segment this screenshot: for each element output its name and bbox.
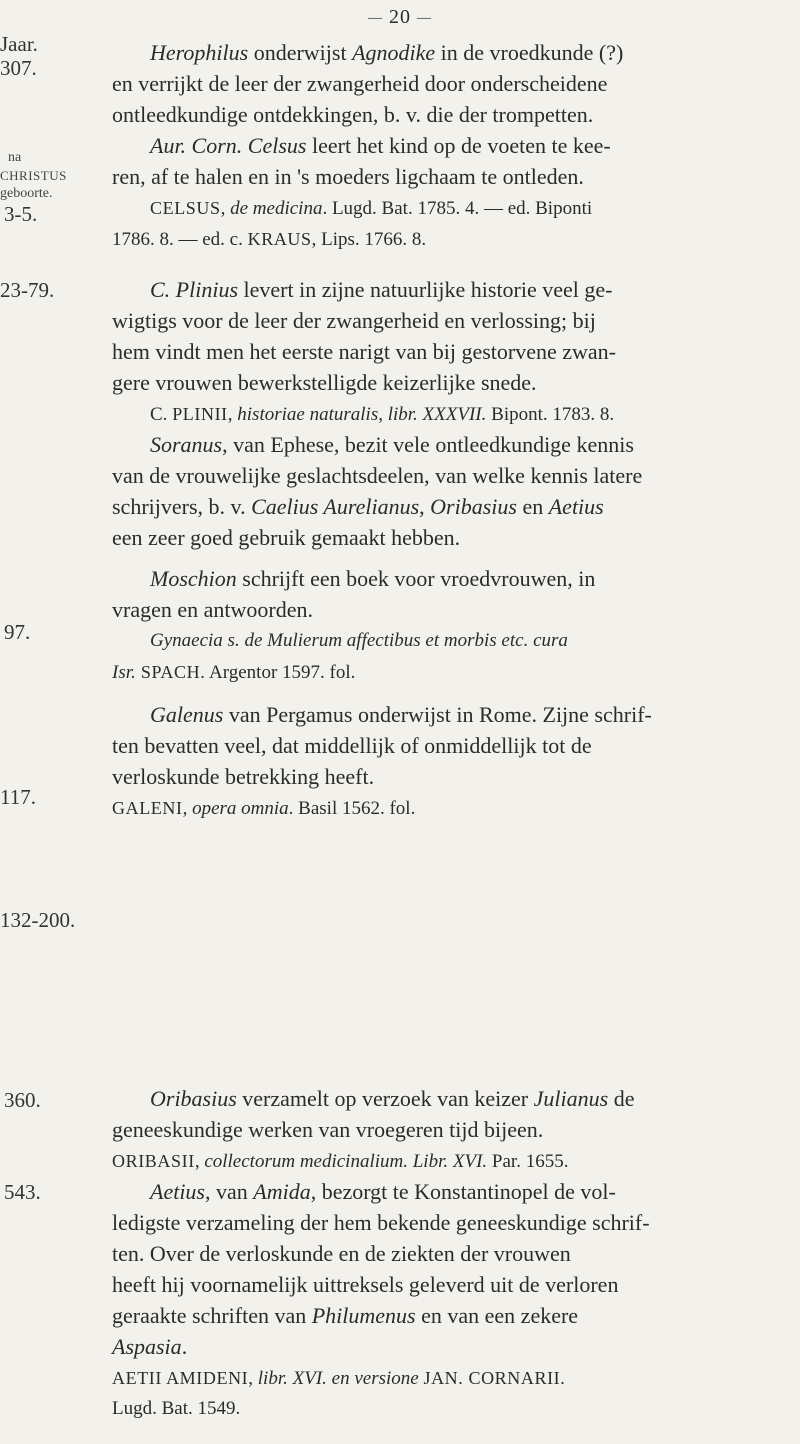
reference-author: GALENI <box>112 798 183 818</box>
text-line <box>150 700 792 730</box>
text-line <box>150 131 792 161</box>
place-name: Amida <box>253 1179 311 1204</box>
text-run: , van Ephese, bezit vele ontleedkundige kennis <box>222 432 634 457</box>
reference-line <box>150 193 792 224</box>
text-line <box>150 564 792 594</box>
reference-author: ORIBASII <box>112 1151 195 1171</box>
text-line: vragen en antwoorden. <box>112 597 313 622</box>
margin-year: 132-200. <box>0 908 76 932</box>
text-run: onderwijst <box>248 40 353 65</box>
text-line <box>112 492 792 522</box>
text-run: in de vroedkunde (?) <box>435 40 624 65</box>
margin-label: CHRISTUS <box>0 168 67 183</box>
reference-author: SPACH. <box>135 662 206 682</box>
reference-line <box>112 1363 792 1394</box>
text-line <box>150 1084 792 1114</box>
margin-label: geboorte. <box>0 186 53 201</box>
text-line: gere vrouwen bewerkstelligde keizerlijke snede. <box>112 370 537 395</box>
reference-title: historiae naturalis, libr. XXXVII. <box>237 404 487 425</box>
text-line: heeft hij voornamelijk uittreksels geleverd uit de verloren <box>112 1272 619 1297</box>
reference-author: KRAUS <box>247 229 312 249</box>
text-run: C. <box>150 404 173 425</box>
text-line: ontleedkundige ontdekkingen, b. v. die der trompetten. <box>112 102 594 127</box>
text-run: Par. 1655. <box>487 1151 569 1172</box>
text-run: van Pergamus onderwijst in Rome. Zijne schrif- <box>223 702 652 727</box>
reference-line <box>112 1146 792 1177</box>
text-line: ren, af te halen en in 's moeders ligchaam te ontleden. <box>112 164 584 189</box>
text-line: een zeer goed gebruik gemaakt hebben. <box>112 525 461 550</box>
person-name: Philumenus <box>311 1303 416 1328</box>
text-run: , <box>194 1151 205 1172</box>
text-run: , <box>227 404 238 425</box>
person-name: Agnodike <box>352 40 436 65</box>
text-line: van de vrouwelijke geslachtsdeelen, van welke kennis latere <box>112 463 643 488</box>
person-name: Aetius <box>548 494 604 519</box>
text-run: de <box>608 1086 635 1111</box>
reference-line: Lugd. Bat. 1549. <box>112 1398 241 1419</box>
page-number-value: 20 <box>389 6 411 28</box>
person-name: Julianus <box>533 1086 609 1111</box>
margin-year: 97. <box>4 620 31 644</box>
person-name: Aspasia <box>112 1334 182 1359</box>
text-run: Isr. <box>112 662 136 683</box>
reference-line: Gynaecia s. de Mulierum affectibus et morbis etc. cura <box>150 630 568 651</box>
margin-label: na <box>8 150 22 165</box>
margin-year-label: Jaar. <box>0 32 38 56</box>
reference-author: AETII AMIDENI <box>112 1368 249 1388</box>
text-line: ten bevatten veel, dat middellijk of onmiddellijk tot de <box>112 733 592 758</box>
text-run: . Basil 1562. fol. <box>288 798 416 819</box>
text-run: geraakte schriften van <box>112 1303 312 1328</box>
text-line <box>150 430 792 460</box>
text-line <box>150 275 792 305</box>
text-run: , <box>220 198 231 219</box>
text-run: Bipont. 1783. 8. <box>486 404 615 425</box>
text-run: , <box>182 798 193 819</box>
text-run: leert het kind op de voeten te kee- <box>306 133 611 158</box>
text-run: , van <box>205 1179 254 1204</box>
reference-title: opera omnia <box>192 798 289 819</box>
reference-line <box>150 399 792 430</box>
reference-author: CELSUS <box>150 198 221 218</box>
person-name: Herophilus <box>150 40 249 65</box>
dash-ornament: — <box>368 10 383 26</box>
text-run: , bezorgt te Konstantinopel de vol- <box>310 1179 616 1204</box>
text-run: en van een zekere <box>415 1303 579 1328</box>
text-line <box>150 1177 792 1207</box>
text-line: verloskunde betrekking heeft. <box>112 764 375 789</box>
reference-line <box>112 224 792 255</box>
margin-year: 307. <box>0 56 37 80</box>
reference-title: libr. XVI. en versione <box>257 1368 419 1389</box>
reference-title: collectorum medicinalium. Libr. XVI. <box>204 1151 488 1172</box>
text-line: geneeskundige werken van vroegeren tijd bijeen. <box>112 1117 544 1142</box>
text-run: , <box>419 494 431 519</box>
person-name: Oribasius <box>430 494 517 519</box>
person-name: Moschion <box>150 566 237 591</box>
text-line: en verrijkt de leer der zwangerheid door onderscheidene <box>112 71 608 96</box>
person-name: Soranus <box>150 432 223 457</box>
text-run: schrijft een boek voor vroedvrouwen, in <box>236 566 596 591</box>
margin-year: 543. <box>4 1180 41 1204</box>
reference-author: PLINII <box>172 404 228 424</box>
person-name: Aur. Corn. Celsus <box>150 133 307 158</box>
text-line: ten. Over de verloskunde en de ziekten der vrouwen <box>112 1241 571 1266</box>
text-run: verzamelt op verzoek van keizer <box>236 1086 534 1111</box>
page-number <box>0 6 800 29</box>
text-run: Argentor 1597. fol. <box>205 662 356 683</box>
text-run: levert in zijne natuurlijke historie veel ge- <box>238 277 613 302</box>
reference-line <box>112 657 792 688</box>
text-line: wigtigs voor de leer der zwangerheid en verlossing; bij <box>112 308 596 333</box>
text-line <box>112 1301 792 1331</box>
reference-line <box>112 793 792 824</box>
text-run: . <box>181 1334 188 1359</box>
text-line <box>112 1332 792 1362</box>
person-name: Caelius Aurelianus <box>251 494 420 519</box>
text-run: en <box>516 494 549 519</box>
dash-ornament: — <box>417 10 432 26</box>
margin-year: 360. <box>4 1088 41 1112</box>
reference-title: de medicina <box>230 198 323 219</box>
margin-year: 23-79. <box>0 278 55 302</box>
text-line: hem vindt men het eerste narigt van bij gestorvene zwan- <box>112 339 616 364</box>
text-line: ledigste verzameling der hem bekende geneeskundige schrif- <box>112 1210 650 1235</box>
text-run: 1786. 8. — ed. c. <box>112 229 248 250</box>
reference-author: JAN. CORNARII. <box>423 1368 566 1388</box>
text-run: , <box>248 1368 258 1389</box>
person-name: Galenus <box>150 702 224 727</box>
margin-year: 3-5. <box>4 202 38 226</box>
margin-year: 117. <box>0 785 36 809</box>
person-name: C. Plinius <box>150 277 239 302</box>
text-run: schrijvers, b. v. <box>112 494 252 519</box>
person-name: Aetius <box>150 1179 205 1204</box>
person-name: Oribasius <box>150 1086 237 1111</box>
text-line <box>150 38 792 68</box>
text-run: . Lugd. Bat. 1785. 4. — ed. Biponti <box>322 198 593 219</box>
text-run: , Lips. 1766. 8. <box>311 229 427 250</box>
